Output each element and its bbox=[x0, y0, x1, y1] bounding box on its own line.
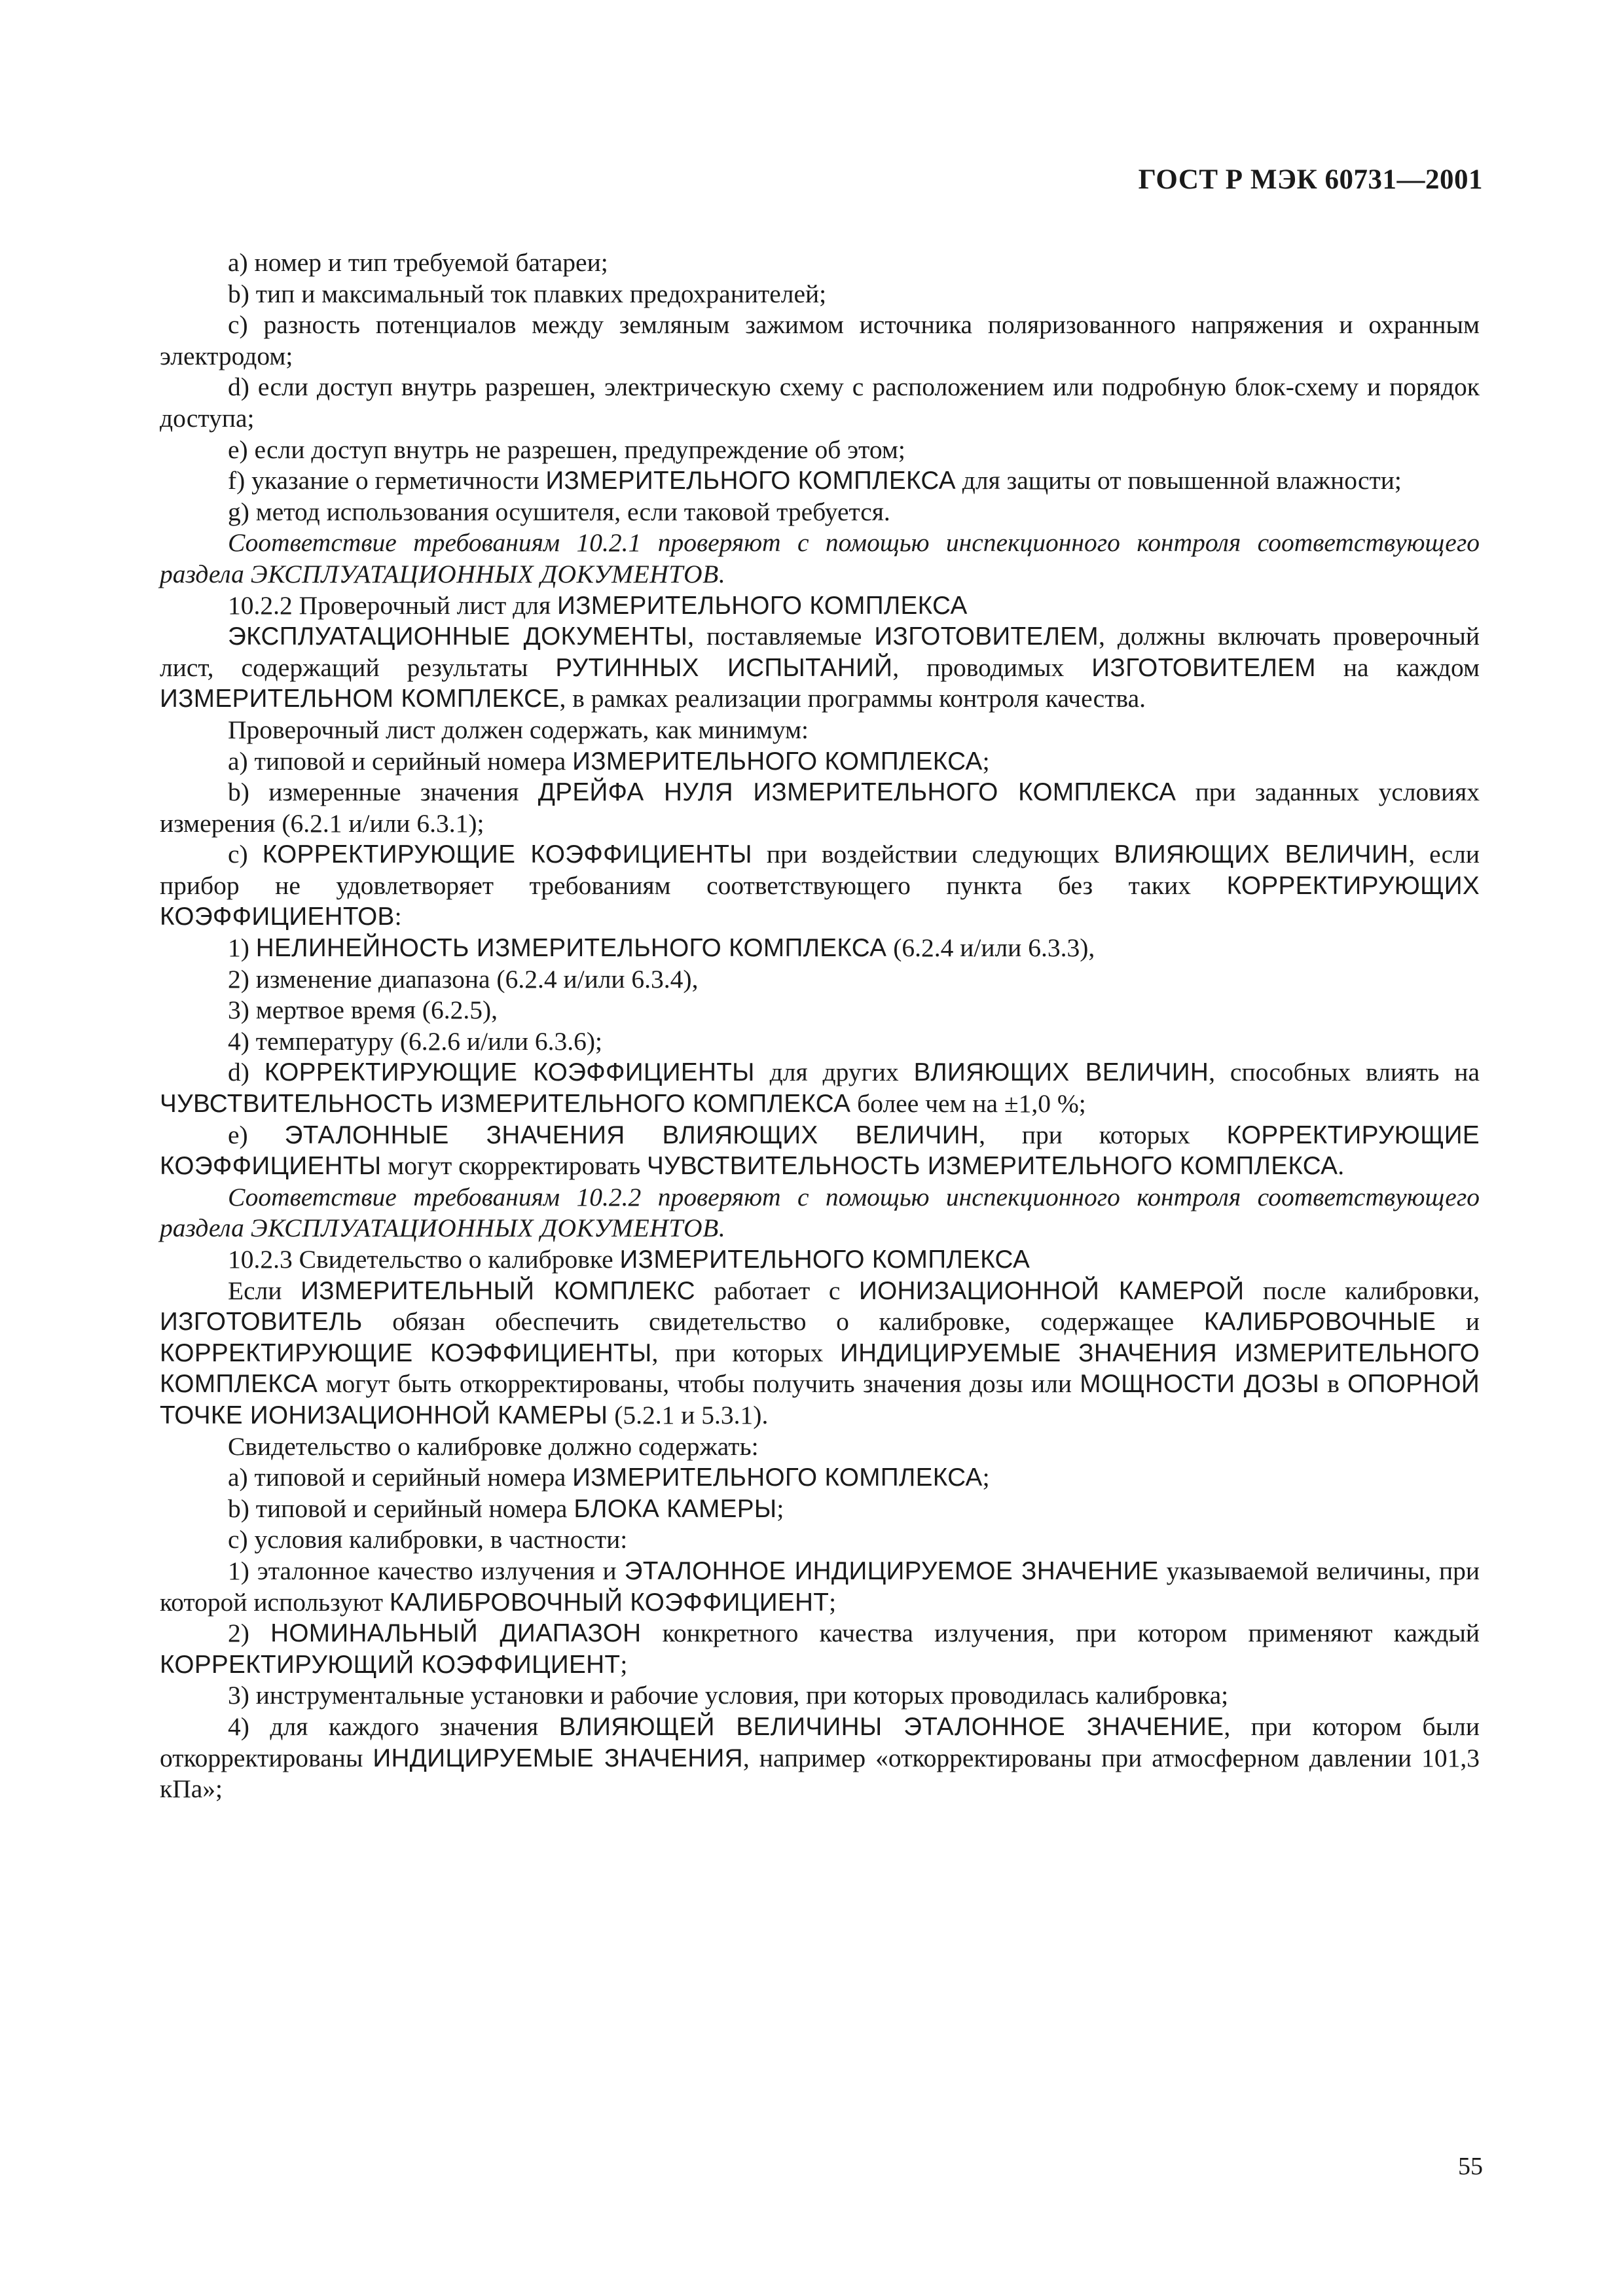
defined-term: ИЗГОТОВИТЕЛЕМ bbox=[1091, 653, 1316, 682]
text-run: ; bbox=[829, 1587, 837, 1617]
paragraph bbox=[160, 746, 1480, 778]
text-run: в bbox=[1319, 1369, 1348, 1399]
text-run: Соответствие требованиям 10.2.1 проверяют с помощью инспекционного контроля соответствующего раздела bbox=[160, 528, 1480, 588]
paragraph bbox=[160, 1026, 1480, 1058]
paragraph bbox=[160, 1120, 1480, 1182]
defined-term: ИЗМЕРИТЕЛЬНОМ КОМПЛЕКСЕ bbox=[160, 685, 560, 713]
defined-term: МОЩНОСТИ ДОЗЫ bbox=[1080, 1370, 1320, 1399]
defined-term: НЕЛИНЕЙНОСТЬ ИЗМЕРИТЕЛЬНОГО КОМПЛЕКСА bbox=[255, 934, 887, 963]
text-run: 1) эталонное качество излучения и bbox=[228, 1556, 625, 1585]
paragraph bbox=[160, 1057, 1480, 1119]
text-run: : bbox=[394, 902, 402, 931]
text-run: 2) изменение диапазона (6.2.4 и/или 6.3.4), bbox=[228, 964, 699, 994]
text-run: 3) инструментальные установки и рабочие условия, при которых проводилась калибровка; bbox=[228, 1681, 1229, 1710]
document-header: ГОСТ Р МЭК 60731—2001 bbox=[1138, 164, 1483, 195]
defined-term: ИЗМЕРИТЕЛЬНОГО КОМПЛЕКСА bbox=[572, 1463, 983, 1492]
text-run: . bbox=[718, 1213, 725, 1243]
paragraph bbox=[160, 1431, 1480, 1463]
defined-term: ВЛИЯЮЩЕЙ ВЕЛИЧИНЫ ЭТАЛОННОЕ ЗНАЧЕНИЕ bbox=[558, 1712, 1224, 1741]
paragraph bbox=[160, 1462, 1480, 1494]
paragraph bbox=[160, 777, 1480, 839]
defined-term: ЭКСПЛУАТАЦИОННЫЕ ДОКУМЕНТЫ bbox=[228, 622, 688, 651]
text-run: f) указание о герметичности bbox=[228, 466, 546, 495]
defined-term: ЭКСПЛУАТАЦИОННЫХ ДОКУМЕНТОВ bbox=[250, 559, 719, 588]
defined-term: ЭТАЛОННОЕ ИНДИЦИРУЕМОЕ ЗНАЧЕНИЕ bbox=[624, 1556, 1159, 1585]
text-run: ; bbox=[620, 1649, 628, 1679]
text-run: , например «откорректированы при атмосферном давлении 101,3 кПа»; bbox=[160, 1743, 1480, 1804]
text-run: при воздействии следующих bbox=[752, 840, 1114, 869]
paragraph bbox=[160, 590, 1480, 622]
text-run: и bbox=[1436, 1307, 1480, 1336]
defined-term: КОРРЕКТИРУЮЩИЕ КОЭФФИЦИЕНТЫ bbox=[262, 840, 752, 869]
defined-term: КОРРЕКТИРУЮЩИЙ КОЭФФИЦИЕНТ bbox=[160, 1650, 621, 1679]
text-run: конкретного качества излучения, при котором применяют каждый bbox=[641, 1619, 1480, 1648]
text-run: c) bbox=[228, 840, 263, 869]
text-run: , способных влиять на bbox=[1209, 1058, 1480, 1087]
conformity-note bbox=[160, 1182, 1480, 1244]
text-run: a) номер и тип требуемой батареи; bbox=[228, 248, 608, 277]
text-run: . bbox=[718, 559, 725, 588]
paragraph bbox=[160, 1276, 1480, 1431]
defined-term: ИНДИЦИРУЕМЫЕ ЗНАЧЕНИЯ bbox=[373, 1744, 743, 1772]
text-run: c) разность потенциалов между земляным зажимом источника поляризованного напряжения и охранным электродом; bbox=[160, 310, 1480, 370]
text-run: b) тип и максимальный ток плавких предохранителей; bbox=[228, 279, 827, 308]
defined-term: ВЛИЯЮЩИХ ВЕЛИЧИН bbox=[913, 1058, 1209, 1087]
text-run: , в рамках реализации программы контроля качества. bbox=[559, 684, 1146, 713]
text-run: 4) для каждого значения bbox=[228, 1712, 559, 1741]
defined-term: ЭКСПЛУАТАЦИОННЫХ ДОКУМЕНТОВ bbox=[250, 1213, 719, 1243]
text-run: ; bbox=[982, 1463, 990, 1492]
defined-term: ИЗМЕРИТЕЛЬНОГО КОМПЛЕКСА bbox=[545, 467, 956, 495]
text-run: , поставляемые bbox=[687, 622, 875, 651]
text-run: e) bbox=[228, 1120, 285, 1149]
paragraph bbox=[160, 1618, 1480, 1680]
text-run: Проверочный лист должен содержать, как минимум: bbox=[228, 715, 809, 744]
text-run: на каждом bbox=[1315, 653, 1480, 682]
paragraph bbox=[160, 310, 1480, 372]
defined-term: ВЛИЯЮЩИХ ВЕЛИЧИН bbox=[1114, 840, 1409, 869]
text-run: могут скорректировать bbox=[381, 1151, 647, 1181]
text-run: g) метод использования осушителя, если таковой требуется. bbox=[228, 497, 890, 526]
defined-term: ИНДИЦИРУЕМЫЕ ЗНАЧЕНИЯ ИЗМЕРИТЕЛЬНОГО КОМПЛЕКСА bbox=[160, 1338, 1480, 1399]
text-run: , если прибор не удовлетворяет требованиям соответствующего пункта без таких bbox=[160, 840, 1480, 900]
text-run: для защиты от повышенной влажности; bbox=[955, 466, 1402, 495]
defined-term: КОРРЕКТИРУЮЩИЕ КОЭФФИЦИЕНТЫ bbox=[264, 1058, 755, 1087]
text-run: . bbox=[1338, 1151, 1345, 1181]
text-run: Если bbox=[228, 1276, 301, 1305]
paragraph bbox=[160, 372, 1480, 434]
defined-term: ЧУВСТВИТЕЛЬНОСТЬ ИЗМЕРИТЕЛЬНОГО КОМПЛЕКСА bbox=[160, 1090, 851, 1119]
text-run: 2) bbox=[228, 1619, 271, 1648]
defined-term: ИЗМЕРИТЕЛЬНЫЙ КОМПЛЕКС bbox=[301, 1276, 695, 1305]
text-run: e) если доступ внутрь не разрешен, предупреждение об этом; bbox=[228, 435, 905, 464]
defined-term: ИЗМЕРИТЕЛЬНОГО КОМПЛЕКСА bbox=[572, 747, 983, 776]
defined-term: КОРРЕКТИРУЮЩИЕ КОЭФФИЦИЕНТЫ bbox=[160, 1121, 1480, 1181]
defined-term: ДРЕЙФА НУЛЯ ИЗМЕРИТЕЛЬНОГО КОМПЛЕКСА bbox=[538, 778, 1176, 807]
text-run: Соответствие требованиям 10.2.2 проверяют с помощью инспекционного контроля соответствующего раздела bbox=[160, 1182, 1480, 1243]
text-run: ; bbox=[982, 746, 990, 776]
text-run: 1) bbox=[228, 933, 256, 963]
text-run: , проводимых bbox=[892, 653, 1092, 682]
defined-term: РУТИННЫХ ИСПЫТАНИЙ bbox=[555, 653, 893, 682]
text-run: c) условия калибровки, в частности: bbox=[228, 1525, 628, 1554]
text-run: 10.2.3 Свидетельство о калибровке bbox=[228, 1245, 620, 1274]
defined-term: БЛОКА КАМЕРЫ bbox=[574, 1494, 777, 1523]
paragraph bbox=[160, 1524, 1480, 1556]
defined-term: ИЗГОТОВИТЕЛЕМ bbox=[874, 622, 1099, 651]
paragraph bbox=[160, 621, 1480, 715]
defined-term: КАЛИБРОВОЧНЫЙ КОЭФФИЦИЕНТ bbox=[389, 1588, 830, 1617]
defined-term: ЧУВСТВИТЕЛЬНОСТЬ ИЗМЕРИТЕЛЬНОГО КОМПЛЕКСА bbox=[647, 1152, 1338, 1181]
text-run: 10.2.2 Проверочный лист для bbox=[228, 590, 558, 620]
text-run: обязан обеспечить свидетельство о калибровке, содержащее bbox=[362, 1307, 1204, 1336]
paragraph bbox=[160, 1712, 1480, 1805]
paragraph bbox=[160, 715, 1480, 746]
paragraph bbox=[160, 964, 1480, 996]
text-run: более чем на ±1,0 %; bbox=[850, 1089, 1086, 1119]
paragraph bbox=[160, 1680, 1480, 1712]
text-run: , при которых bbox=[979, 1120, 1227, 1149]
defined-term: ИОНИЗАЦИОННОЙ КАМЕРОЙ bbox=[858, 1276, 1245, 1305]
defined-term: ИЗМЕРИТЕЛЬНОГО КОМПЛЕКСА bbox=[619, 1246, 1030, 1274]
defined-term: ИЗМЕРИТЕЛЬНОГО КОМПЛЕКСА bbox=[557, 591, 968, 620]
text-run: d) если доступ внутрь разрешен, электрическую схему с расположением или подробную блок-схему и порядок доступа; bbox=[160, 372, 1480, 433]
text-run: после калибровки, bbox=[1244, 1276, 1480, 1305]
paragraph bbox=[160, 933, 1480, 964]
conformity-note bbox=[160, 528, 1480, 590]
text-run: Свидетельство о калибровке должно содержать: bbox=[228, 1431, 759, 1461]
text-run: работает с bbox=[695, 1276, 859, 1305]
text-run: при заданных условиях измерения (6.2.1 и/или 6.3.1); bbox=[160, 778, 1480, 838]
text-run: (6.2.4 и/или 6.3.3), bbox=[886, 933, 1095, 963]
paragraph bbox=[160, 1494, 1480, 1525]
paragraph bbox=[160, 435, 1480, 466]
paragraph bbox=[160, 279, 1480, 310]
text-run: b) типовой и серийный номера bbox=[228, 1494, 574, 1523]
text-run: , при котором были откорректированы bbox=[160, 1712, 1480, 1772]
text-run: d) bbox=[228, 1058, 264, 1087]
text-run: могут быть откорректированы, чтобы получить значения дозы или bbox=[318, 1369, 1080, 1399]
defined-term: КАЛИБРОВОЧНЫЕ bbox=[1203, 1308, 1436, 1336]
paragraph bbox=[160, 465, 1480, 497]
paragraph bbox=[160, 1244, 1480, 1276]
text-run: (5.2.1 и 5.3.1). bbox=[608, 1400, 769, 1429]
paragraph bbox=[160, 247, 1480, 279]
text-run: , должны включать проверочный лист, содержащий результаты bbox=[160, 622, 1480, 682]
defined-term: ЭТАЛОННЫЕ ЗНАЧЕНИЯ ВЛИЯЮЩИХ ВЕЛИЧИН bbox=[284, 1121, 979, 1149]
page-number: 55 bbox=[1458, 2153, 1483, 2180]
paragraph bbox=[160, 1556, 1480, 1618]
document-body bbox=[160, 247, 1480, 1805]
paragraph bbox=[160, 995, 1480, 1026]
defined-term: ОПОРНОЙ ТОЧКЕ ИОНИЗАЦИОННОЙ КАМЕРЫ bbox=[160, 1370, 1480, 1429]
paragraph bbox=[160, 497, 1480, 528]
defined-term: ИЗГОТОВИТЕЛЬ bbox=[160, 1308, 363, 1336]
text-run: указываемой величины, при которой используют bbox=[160, 1556, 1480, 1617]
text-run: ; bbox=[776, 1494, 784, 1523]
paragraph bbox=[160, 839, 1480, 933]
defined-term: НОМИНАЛЬНЫЙ ДИАПАЗОН bbox=[270, 1619, 642, 1648]
text-run: для других bbox=[754, 1058, 914, 1087]
text-run: a) типовой и серийный номера bbox=[228, 1463, 573, 1492]
text-run: a) типовой и серийный номера bbox=[228, 746, 573, 776]
text-run: 4) температуру (6.2.6 и/или 6.3.6); bbox=[228, 1026, 602, 1056]
text-run: b) измеренные значения bbox=[228, 778, 538, 807]
text-run: , при которых bbox=[651, 1338, 840, 1367]
text-run: 3) мертвое время (6.2.5), bbox=[228, 996, 498, 1025]
defined-term: КОРРЕКТИРУЮЩИЕ КОЭФФИЦИЕНТЫ bbox=[160, 1338, 652, 1367]
defined-term: КОРРЕКТИРУЮЩИХ КОЭФФИЦИЕНТОВ bbox=[160, 871, 1480, 931]
